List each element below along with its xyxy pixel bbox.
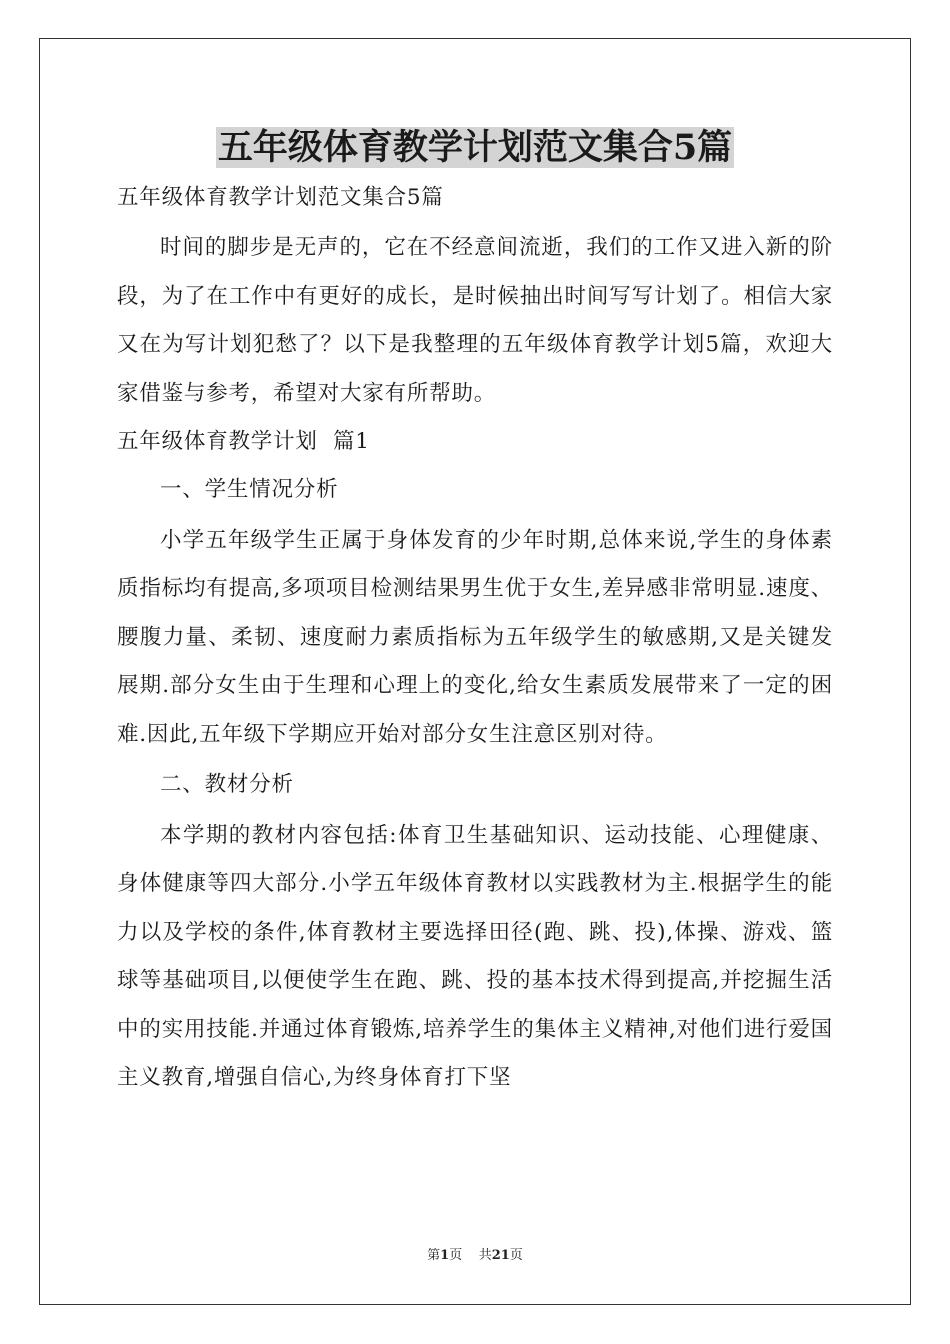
document-body (117, 174, 833, 1103)
part1-heading: 一、学生情况分析 (160, 477, 339, 502)
total-prefix: 共 (478, 1248, 492, 1263)
page-footer (0, 1244, 950, 1263)
document-subtitle: 五年级体育教学计划范文集合5篇 (117, 185, 444, 210)
page-prefix: 第 (427, 1248, 441, 1263)
intro-paragraph: 时间的脚步是无声的，它在不经意间流逝，我们的工作又进入新的阶段，为了在工作中有更好的成长，是时候抽出时间写写计划了。相信大家又在为写计划犯愁了？以下是我整理的五年级体育教学计划5篇，欢迎大家借鉴与参考，希望对大家有所帮助。 (117, 235, 833, 406)
document-title-text: 五年级体育教学计划范文集合5篇 (217, 127, 733, 168)
page-suffix: 页 (449, 1248, 463, 1263)
total-suffix: 页 (509, 1248, 523, 1263)
part1-paragraph: 小学五年级学生正属于身体发育的少年时期,总体来说,学生的身体素质指标均有提高,多项项目检测结果男生优于女生,差异感非常明显.速度、腰腹力量、柔韧、速度耐力素质指标为五年级学生的敏感期,又是关键发展期.部分女生由于生理和心理上的变化,给女生素质发展带来了一定的困难.因此,五年级下学期应开始对部分女生注意区别对待。 (117, 527, 833, 747)
section-heading: 五年级体育教学计划 篇1 (117, 429, 370, 454)
document-title (0, 126, 950, 170)
part2-paragraph: 本学期的教材内容包括:体育卫生基础知识、运动技能、心理健康、身体健康等四大部分.小学五年级体育教材以实践教材为主.根据学生的能力以及学校的条件,体育教材主要选择田径(跑、跳、投),体操、游戏、篮球等基础项目,以便使学生在跑、跳、投的基本技术得到提高,并挖掘生活中的实用技能.并通过体育锻炼,培养学生的集体主义精神,对他们进行爱国主义教育,增强自信心,为终身体育打下坚 (117, 822, 833, 1090)
page-number: 1 (440, 1248, 450, 1263)
part2-heading: 二、教材分析 (160, 772, 294, 797)
total-pages: 21 (491, 1248, 510, 1263)
